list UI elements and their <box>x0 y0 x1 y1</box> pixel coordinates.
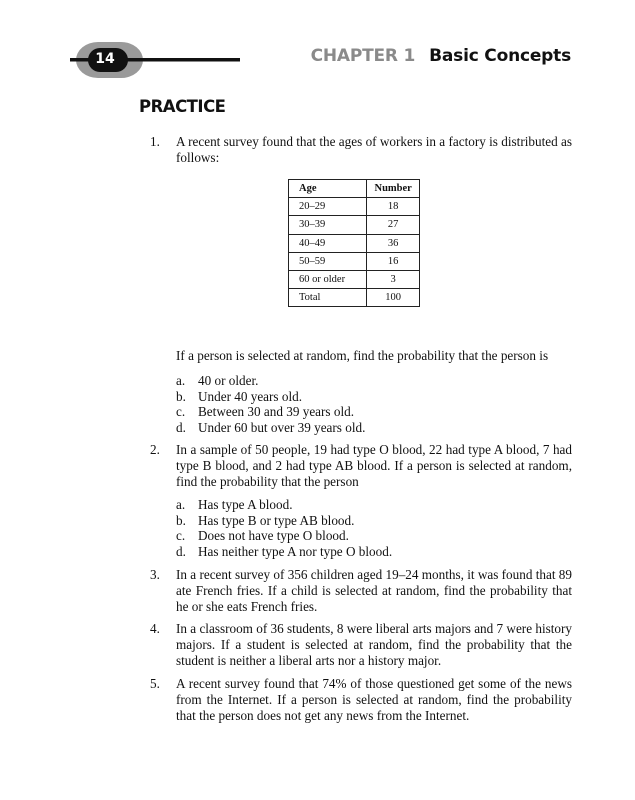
table-cell-number: 27 <box>367 216 420 234</box>
running-head <box>311 46 571 66</box>
part-text: Has type A blood. <box>198 497 293 512</box>
age-distribution-table <box>288 179 420 307</box>
problem-2 <box>150 442 572 490</box>
problem-text: A recent survey found that the ages of workers in a factory is distributed as follows: <box>176 134 572 165</box>
problem-1-follow-up: If a person is selected at random, find the probability that the person is <box>176 348 549 363</box>
problem-1 <box>150 134 572 166</box>
problem-2-parts <box>176 497 392 560</box>
table-cell-number: 16 <box>367 252 420 270</box>
chapter-title: Basic Concepts <box>429 46 571 66</box>
table-header-age: Age <box>289 180 367 198</box>
table-row <box>289 234 420 252</box>
table-row <box>289 289 420 307</box>
problem-text: In a recent survey of 356 children aged 19–24 months, it was found that 89 ate French fries. If a child is selected at random, find the probability that he or she eats French fries. <box>176 567 572 614</box>
part-text: 40 or older. <box>198 373 259 388</box>
problem-1-parts <box>176 373 365 436</box>
list-item <box>176 497 392 513</box>
table-header-number: Number <box>367 180 420 198</box>
page-number: 14 <box>95 51 115 67</box>
part-letter: c. <box>176 528 186 544</box>
part-letter: a. <box>176 497 186 512</box>
problem-number: 3. <box>150 567 160 582</box>
problem-number: 1. <box>150 134 160 149</box>
part-text: Does not have type O blood. <box>198 528 349 544</box>
table-row <box>289 270 420 288</box>
list-item <box>176 420 365 436</box>
problem-text: In a classroom of 36 students, 8 were liberal arts majors and 7 were history majors. If a student is selected at random, find the probability that the student is neither a liberal arts nor a history major. <box>176 621 572 668</box>
problem-text: In a sample of 50 people, 19 had type O blood, 22 had type A blood, 7 had type B blood, and 2 had type AB blood. If a person is selected at random, find the probability that the person <box>176 442 572 489</box>
table-cell-number: 36 <box>367 234 420 252</box>
table-cell-age: 40–49 <box>289 234 367 252</box>
part-letter: d. <box>176 420 186 436</box>
problem-number: 4. <box>150 621 160 636</box>
section-title: PRACTICE <box>139 97 226 116</box>
list-item <box>176 513 392 529</box>
part-letter: b. <box>176 388 186 404</box>
part-text: Under 60 but over 39 years old. <box>198 420 366 436</box>
part-text: Has type B or type AB blood. <box>198 512 355 528</box>
problem-5 <box>150 676 572 724</box>
problem-number: 2. <box>150 442 160 457</box>
table-cell-age: 60 or older <box>289 270 367 288</box>
table-cell-age: Total <box>289 289 367 307</box>
part-text: Between 30 and 39 years old. <box>198 404 355 420</box>
table-cell-age: 50–59 <box>289 252 367 270</box>
part-letter: b. <box>176 512 186 528</box>
part-letter: c. <box>176 404 186 420</box>
list-item <box>176 544 392 560</box>
problem-4 <box>150 621 572 669</box>
problem-3 <box>150 567 572 615</box>
table-cell-age: 20–29 <box>289 198 367 216</box>
part-text: Has neither type A nor type O blood. <box>198 544 393 560</box>
list-item <box>176 404 365 420</box>
table-cell-number: 3 <box>367 270 420 288</box>
part-letter: d. <box>176 544 186 560</box>
table-cell-number: 18 <box>367 198 420 216</box>
table-cell-number: 100 <box>367 289 420 307</box>
table-row <box>289 198 420 216</box>
part-text: Under 40 years old. <box>198 388 303 404</box>
chapter-label: CHAPTER 1 <box>310 46 416 66</box>
problem-text: A recent survey found that 74% of those questioned get some of the news from the Internet. If a person is selected at random, find the probability that the person does not get any news from the Internet. <box>176 676 572 723</box>
table-cell-age: 30–39 <box>289 216 367 234</box>
part-letter: a. <box>176 373 186 388</box>
table-row <box>289 252 420 270</box>
list-item <box>176 528 392 544</box>
problem-number: 5. <box>150 676 160 691</box>
table-row <box>289 216 420 234</box>
list-item <box>176 373 365 389</box>
table-header-row <box>289 180 420 198</box>
list-item <box>176 389 365 405</box>
